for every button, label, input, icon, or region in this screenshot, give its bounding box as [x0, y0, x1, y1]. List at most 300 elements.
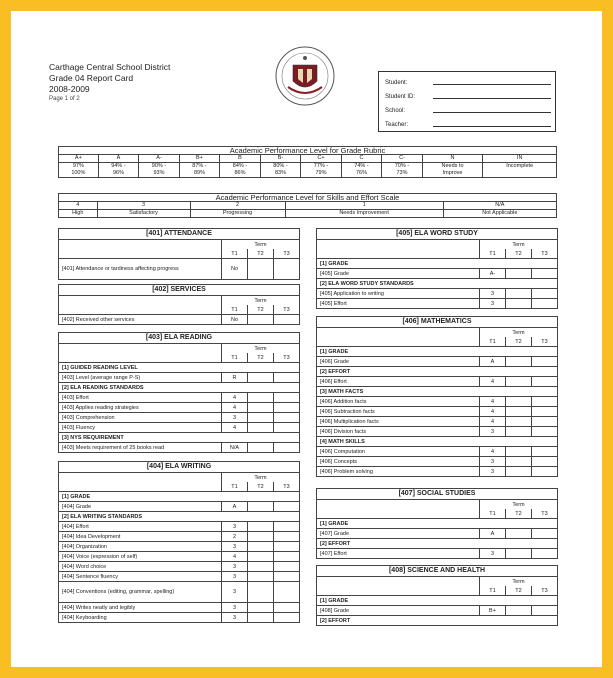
- term3-value: [532, 447, 558, 457]
- term2-value: [506, 397, 532, 407]
- table-row: [59, 572, 300, 582]
- row-label: [405] Effort: [317, 299, 480, 309]
- term1-value: 3: [222, 582, 248, 603]
- table-row: [317, 397, 558, 407]
- term3-value: [532, 357, 558, 367]
- table-row: [59, 259, 300, 280]
- term3-value: [274, 373, 300, 383]
- subheading-row: [317, 519, 558, 529]
- term-column-t3: T3: [274, 305, 300, 315]
- row-label: [404] Effort: [59, 522, 222, 532]
- term3-value: [274, 423, 300, 433]
- term1-value: 3: [222, 603, 248, 613]
- term2-value: [248, 403, 274, 413]
- term-column-t2: T2: [248, 305, 274, 315]
- table-row: [317, 427, 558, 437]
- subheading-row: [317, 596, 558, 606]
- school-header: [49, 62, 170, 104]
- rubric-range-bottom: Improve: [442, 170, 463, 176]
- term1-value: 4: [480, 447, 506, 457]
- subheading: [3] NYS REQUIREMENT: [59, 433, 300, 443]
- term1-value: B+: [480, 606, 506, 616]
- term1-value: No: [222, 259, 248, 280]
- term-column-t1: T1: [480, 586, 506, 596]
- table-row: [317, 269, 558, 279]
- term-spacer: [317, 328, 480, 347]
- ela-word-study-section: [316, 228, 558, 309]
- term1-value: 3: [480, 299, 506, 309]
- row-label: [404] Voice (expression of self): [59, 552, 222, 562]
- rubric-range-bottom: 83%: [274, 170, 286, 176]
- rubric-range-bottom: 76%: [355, 170, 367, 176]
- term2-value: [506, 549, 532, 559]
- row-label: [403] Fluency: [59, 423, 222, 433]
- term3-value: [532, 606, 558, 616]
- term3-value: [532, 407, 558, 417]
- row-label: [403] Effort: [59, 393, 222, 403]
- term-column-t3: T3: [532, 586, 558, 596]
- term2-value: [248, 522, 274, 532]
- term3-value: [274, 562, 300, 572]
- rubric-letter: IN: [483, 155, 557, 163]
- rubric-range-top: 80% -: [273, 163, 288, 169]
- attendance-section: [58, 228, 300, 280]
- table-row: [317, 606, 558, 616]
- term2-value: [506, 447, 532, 457]
- grade-rubric-title: Academic Performance Level for Grade Rubric: [59, 147, 557, 155]
- rubric-letter: N: [422, 155, 483, 163]
- row-label: [403] Level (average range P-S): [59, 373, 222, 383]
- row-label: [406] Effort: [317, 377, 480, 387]
- term1-value: 3: [222, 413, 248, 423]
- term-label: Term: [480, 500, 558, 510]
- term3-value: [532, 299, 558, 309]
- rubric-range-bottom: 96%: [112, 170, 124, 176]
- term3-value: [274, 542, 300, 552]
- rubric-range-top: Needs to: [441, 163, 464, 169]
- subheading-row: [317, 387, 558, 397]
- rubric-range: [382, 163, 423, 178]
- row-label: [406] Multiplication facts: [317, 417, 480, 427]
- table-row: [317, 529, 558, 539]
- table-row: [59, 522, 300, 532]
- table-row: [317, 457, 558, 467]
- section-title: [408] SCIENCE AND HEALTH: [317, 566, 558, 577]
- term3-value: [274, 502, 300, 512]
- section-title: [405] ELA WORD STUDY: [317, 229, 558, 240]
- term3-value: [274, 572, 300, 582]
- term-column-t1: T1: [222, 353, 248, 363]
- term3-value: [274, 403, 300, 413]
- scale-code: 2: [190, 202, 285, 210]
- term2-value: [248, 259, 274, 280]
- rubric-range-bottom: 86%: [234, 170, 246, 176]
- scale-label: Progressing: [190, 210, 285, 218]
- term1-value: 4: [222, 552, 248, 562]
- row-label: [402] Received other services: [59, 315, 222, 325]
- section-title-row: [59, 229, 300, 240]
- term1-value: A: [222, 502, 248, 512]
- scale-label: Not Applicable: [443, 210, 556, 218]
- term1-value: 3: [480, 457, 506, 467]
- term-label: Term: [480, 240, 558, 250]
- table-row: [317, 299, 558, 309]
- section-title: [401] ATTENDANCE: [59, 229, 300, 240]
- row-label: [406] Addition facts: [317, 397, 480, 407]
- term3-value: [274, 315, 300, 325]
- rubric-range-bottom: 93%: [153, 170, 165, 176]
- term-label: Term: [222, 473, 300, 483]
- table-row: [59, 552, 300, 562]
- table-row: [59, 443, 300, 453]
- term-column-t2: T2: [506, 337, 532, 347]
- table-row: [317, 407, 558, 417]
- term2-value: [506, 289, 532, 299]
- subheading-row: [59, 383, 300, 393]
- term-column-t1: T1: [222, 305, 248, 315]
- row-label: [405] Application to writing: [317, 289, 480, 299]
- term2-value: [248, 413, 274, 423]
- term3-value: [532, 377, 558, 387]
- row-label: [403] Applies reading strategies: [59, 403, 222, 413]
- teacher-field[interactable]: [433, 126, 551, 127]
- term2-value: [506, 467, 532, 477]
- term2-value: [506, 299, 532, 309]
- term-spacer: [317, 500, 480, 519]
- row-label: [405] Grade: [317, 269, 480, 279]
- rubric-range: [301, 163, 342, 178]
- table-row: [59, 542, 300, 552]
- table-row: [59, 403, 300, 413]
- term-column-t3: T3: [274, 353, 300, 363]
- rubric-range: [59, 163, 99, 178]
- term-column-t3: T3: [532, 249, 558, 259]
- term3-value: [274, 413, 300, 423]
- term1-value: 4: [480, 397, 506, 407]
- rubric-range-top: 77% -: [313, 163, 329, 169]
- term2-value: [248, 532, 274, 542]
- term1-value: 2: [222, 532, 248, 542]
- section-title: [402] SERVICES: [59, 285, 300, 296]
- term3-value: [532, 457, 558, 467]
- rubric-letters-row: [59, 155, 557, 163]
- subheading: [2] EFFORT: [317, 616, 558, 626]
- rubric-range: [98, 163, 139, 178]
- term-header-row: [317, 328, 558, 338]
- school-year: 2008-2009: [49, 84, 90, 94]
- term3-value: [532, 397, 558, 407]
- term2-value: [248, 603, 274, 613]
- term-header-row: [59, 473, 300, 483]
- teacher-row: Teacher:: [385, 117, 551, 129]
- rubric-range-bottom: 73%: [396, 170, 408, 176]
- term-column-t2: T2: [248, 249, 274, 259]
- table-row: [59, 393, 300, 403]
- section-title-row: [59, 285, 300, 296]
- scale-label: Satisfactory: [97, 210, 190, 218]
- term-column-t1: T1: [480, 337, 506, 347]
- section-title-row: [317, 566, 558, 577]
- table-row: [59, 315, 300, 325]
- subheading-row: [59, 492, 300, 502]
- subheading-row: [317, 539, 558, 549]
- section-title: [403] ELA READING: [59, 333, 300, 344]
- table-row: [59, 502, 300, 512]
- term2-value: [248, 443, 274, 453]
- term2-value: [506, 407, 532, 417]
- rubric-range: [220, 163, 261, 178]
- term2-value: [506, 457, 532, 467]
- rubric-letter: A: [98, 155, 139, 163]
- term2-value: [506, 357, 532, 367]
- row-label: [404] Sentence fluency: [59, 572, 222, 582]
- scale-code: 1: [285, 202, 443, 210]
- section-title-row: [59, 462, 300, 473]
- rubric-range-top: 70% -: [394, 163, 410, 169]
- student-info-box: [378, 71, 556, 132]
- scale-codes-row: [59, 202, 557, 210]
- ela-writing-section: [58, 461, 300, 623]
- term3-value: [532, 549, 558, 559]
- section-title-row: [317, 229, 558, 240]
- student-name-row: Student:: [385, 75, 551, 87]
- term-column-t1: T1: [480, 249, 506, 259]
- term-spacer: [317, 240, 480, 259]
- rubric-range-bottom: [483, 170, 556, 177]
- table-row: [59, 532, 300, 542]
- rubric-range-bottom: 89%: [193, 170, 205, 176]
- rubric-letter: B-: [260, 155, 301, 163]
- term2-value: [248, 373, 274, 383]
- term-label: Term: [480, 328, 558, 338]
- term3-value: [274, 582, 300, 603]
- term-header-row: [59, 240, 300, 250]
- term-column-t1: T1: [222, 482, 248, 492]
- term-spacer: [59, 344, 222, 363]
- term1-value: 3: [480, 427, 506, 437]
- term2-value: [248, 393, 274, 403]
- rubric-range: [260, 163, 301, 178]
- subheading: [4] MATH SKILLS: [317, 437, 558, 447]
- row-label: [401] Attendance or tardiness affecting progress: [59, 259, 222, 280]
- school-seal-logo: [274, 45, 336, 107]
- term-spacer: [317, 577, 480, 596]
- rubric-range: [422, 163, 483, 178]
- row-label: [404] Writes neatly and legibly: [59, 603, 222, 613]
- row-label: [406] Computation: [317, 447, 480, 457]
- term-column-t3: T3: [532, 509, 558, 519]
- term3-value: [532, 427, 558, 437]
- subheading: [1] GRADE: [317, 519, 558, 529]
- subheading: [2] EFFORT: [317, 539, 558, 549]
- term1-value: 3: [480, 289, 506, 299]
- row-label: [406] Concepts: [317, 457, 480, 467]
- term-spacer: [59, 296, 222, 315]
- rubric-range-top: 97%: [72, 163, 84, 169]
- subheading: [1] GUIDED READING LEVEL: [59, 363, 300, 373]
- subheading: [1] GRADE: [317, 596, 558, 606]
- rubric-range-top: 90% -: [151, 163, 167, 169]
- term-label: Term: [480, 577, 558, 587]
- table-row: [59, 423, 300, 433]
- subheading-row: [59, 512, 300, 522]
- page-number: Page 1 of 2: [49, 96, 80, 102]
- term1-value: R: [222, 373, 248, 383]
- skills-scale-title: Academic Performance Level for Skills and Effort Scale: [59, 194, 557, 202]
- scale-label: High: [59, 210, 98, 218]
- subheading-row: [317, 279, 558, 289]
- term3-value: [532, 269, 558, 279]
- term-header-row: [317, 500, 558, 510]
- subheading-row: [317, 616, 558, 626]
- rubric-range-top: Incomplete: [506, 163, 534, 169]
- school-row: School:: [385, 103, 551, 115]
- term-column-t2: T2: [248, 353, 274, 363]
- table-row: [59, 613, 300, 623]
- student-id-row: Student ID:: [385, 89, 551, 101]
- subheading-row: [317, 259, 558, 269]
- section-title-row: [317, 317, 558, 328]
- table-row: [317, 289, 558, 299]
- term-column-t1: T1: [222, 249, 248, 259]
- rubric-range-top: 84% -: [232, 163, 248, 169]
- section-title: [406] MATHEMATICS: [317, 317, 558, 328]
- term1-value: 3: [480, 549, 506, 559]
- row-label: [406] Grade: [317, 357, 480, 367]
- subheading-row: [59, 363, 300, 373]
- table-row: [59, 413, 300, 423]
- term-column-t3: T3: [532, 337, 558, 347]
- term2-value: [248, 582, 274, 603]
- rubric-range-bottom: 79%: [315, 170, 327, 176]
- row-label: [404] Organization: [59, 542, 222, 552]
- section-title-row: [317, 489, 558, 500]
- term3-value: [532, 529, 558, 539]
- term-column-t2: T2: [248, 482, 274, 492]
- scale-code: N/A: [443, 202, 556, 210]
- term2-value: [248, 613, 274, 623]
- section-title: [407] SOCIAL STUDIES: [317, 489, 558, 500]
- ela-reading-section: [58, 332, 300, 453]
- student-name-field[interactable]: [433, 84, 551, 85]
- services-section: [58, 284, 300, 325]
- term1-value: No: [222, 315, 248, 325]
- rubric-range: [179, 163, 220, 178]
- scale-labels-row: [59, 210, 557, 218]
- term2-value: [248, 562, 274, 572]
- term3-value: [274, 532, 300, 542]
- term1-value: 3: [222, 542, 248, 552]
- subheading-row: [317, 367, 558, 377]
- science-health-section: [316, 565, 558, 626]
- row-label: [406] Problem solving: [317, 467, 480, 477]
- table-row: [317, 447, 558, 457]
- term3-value: [532, 289, 558, 299]
- rubric-letter: C: [341, 155, 382, 163]
- term2-value: [248, 552, 274, 562]
- term-label: Term: [222, 296, 300, 306]
- rubric-range-bottom: 100%: [71, 170, 86, 176]
- term1-value: 4: [480, 407, 506, 417]
- rubric-letter: A-: [139, 155, 180, 163]
- row-label: [407] Effort: [317, 549, 480, 559]
- term3-value: [274, 552, 300, 562]
- term3-value: [274, 393, 300, 403]
- term2-value: [248, 315, 274, 325]
- term-spacer: [59, 240, 222, 259]
- school-name: Carthage Central School District: [49, 62, 171, 72]
- term1-value: N/A: [222, 443, 248, 453]
- row-label: [408] Grade: [317, 606, 480, 616]
- term1-value: 3: [480, 467, 506, 477]
- row-label: [404] Grade: [59, 502, 222, 512]
- row-label: [406] Subtraction facts: [317, 407, 480, 417]
- rubric-range-top: 74% -: [354, 163, 369, 169]
- rubric-letter: C-: [382, 155, 423, 163]
- term3-value: [274, 603, 300, 613]
- table-row: [59, 582, 300, 603]
- subheading: [3] MATH FACTS: [317, 387, 558, 397]
- subheading-row: [317, 347, 558, 357]
- row-label: [404] Word choice: [59, 562, 222, 572]
- term1-value: A: [480, 529, 506, 539]
- term-column-t3: T3: [274, 482, 300, 492]
- table-row: [59, 562, 300, 572]
- term3-value: [532, 467, 558, 477]
- section-title: [404] ELA WRITING: [59, 462, 300, 473]
- table-row: [317, 357, 558, 367]
- scale-label: Needs Improvement: [285, 210, 443, 218]
- term2-value: [506, 377, 532, 387]
- term-header-row: [317, 240, 558, 250]
- skills-scale-table: [58, 193, 557, 218]
- rubric-letter: B+: [179, 155, 220, 163]
- term2-value: [248, 423, 274, 433]
- term1-value: 3: [222, 572, 248, 582]
- rubric-letter: B: [220, 155, 261, 163]
- report-name: Grade 04 Report Card: [49, 73, 134, 83]
- term1-value: 3: [222, 562, 248, 572]
- rubric-range-top: 87% -: [192, 163, 207, 169]
- table-row: [317, 467, 558, 477]
- school-field[interactable]: [433, 112, 551, 113]
- term1-value: A: [480, 357, 506, 367]
- table-row: [317, 377, 558, 387]
- term3-value: [274, 259, 300, 280]
- rubric-letter: A+: [59, 155, 99, 163]
- term-header-row: [317, 577, 558, 587]
- subheading-row: [59, 433, 300, 443]
- mathematics-section: [316, 316, 558, 477]
- table-row: [59, 373, 300, 383]
- term-column-t2: T2: [506, 249, 532, 259]
- student-id-field[interactable]: [433, 98, 551, 99]
- term2-value: [506, 417, 532, 427]
- row-label: [404] Conventions (editing, grammar, spelling): [59, 582, 222, 603]
- rubric-range: [341, 163, 382, 178]
- subheading-row: [317, 437, 558, 447]
- term1-value: 4: [222, 423, 248, 433]
- rubric-range-top: 94% -: [111, 163, 126, 169]
- term1-value: 4: [222, 403, 248, 413]
- term1-value: 4: [480, 377, 506, 387]
- term-label: Term: [222, 240, 300, 250]
- term2-value: [506, 529, 532, 539]
- term-header-row: [59, 296, 300, 306]
- row-label: [407] Grade: [317, 529, 480, 539]
- term-column-t1: T1: [480, 509, 506, 519]
- term2-value: [248, 542, 274, 552]
